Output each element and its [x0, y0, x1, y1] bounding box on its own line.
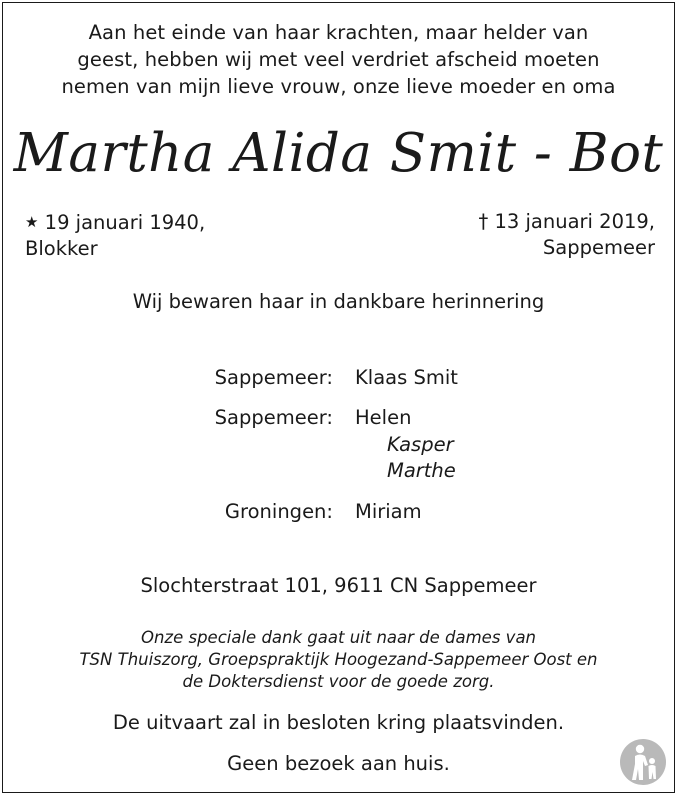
figure-with-child-logo-icon: [619, 738, 667, 786]
intro-text: [3, 19, 674, 100]
birth-place: Blokker: [25, 237, 98, 260]
death-info: [479, 209, 655, 261]
cross-icon: †: [478, 210, 489, 233]
family-place: Sappemeer:: [214, 366, 333, 389]
thanks-text: [3, 627, 674, 693]
no-visit-line: Geen bezoek aan huis.: [227, 752, 450, 775]
star-icon: ★: [25, 213, 39, 231]
intro-line: geest, hebben wij met veel verdriet afscheid moeten: [77, 48, 600, 71]
family-child: Kasper: [387, 433, 454, 456]
family-child: Marthe: [387, 459, 456, 482]
family-name: Miriam: [355, 500, 422, 523]
thanks-line: TSN Thuiszorg, Groepspraktijk Hoogezand-Sappemeer Oost en: [79, 650, 598, 669]
thanks-line: de Doktersdienst voor de goede zorg.: [182, 672, 495, 691]
family-name: Klaas Smit: [355, 366, 458, 389]
family-name: Helen: [355, 406, 412, 429]
family-place: Sappemeer:: [214, 406, 333, 429]
family-place: Groningen:: [224, 500, 333, 523]
address: Slochterstraat 101, 9611 CN Sappemeer: [140, 574, 537, 597]
death-place: Sappemeer: [542, 236, 655, 259]
deceased-name: Martha Alida Smit - Bot: [13, 123, 664, 184]
intro-line: Aan het einde van haar krachten, maar helder van: [88, 21, 589, 44]
death-date: 13 januari 2019,: [494, 210, 655, 233]
birth-info: [25, 209, 205, 262]
intro-line: nemen van mijn lieve vrouw, onze lieve moeder en oma: [61, 75, 616, 98]
birth-date: 19 januari 1940,: [44, 211, 206, 234]
funeral-line: De uitvaart zal in besloten kring plaatsvinden.: [112, 711, 565, 734]
thanks-line: Onze speciale dank gaat uit naar de dames van: [140, 628, 537, 647]
memory-line: Wij bewaren haar in dankbare herinnering: [132, 290, 545, 313]
obituary-card: [2, 2, 675, 793]
